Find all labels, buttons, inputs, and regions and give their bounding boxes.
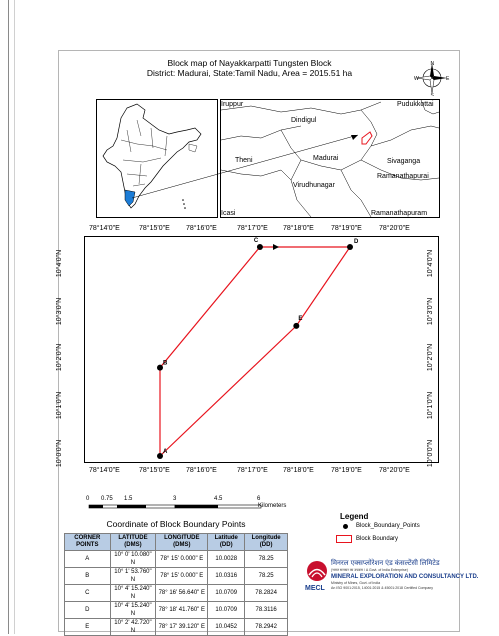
logo-small-line-1: (भारत सरकार का उपक्रम / A Govt. of India Enterprise) <box>331 568 408 572</box>
boundary-point-label-c: C <box>253 238 259 244</box>
district-label-ramanathapuram-1: Ramanathapurai <box>377 173 429 180</box>
bottom-tick-label: 78°14'0"E <box>89 467 120 474</box>
coordinate-table <box>64 533 288 636</box>
table-cell: 78.2824 <box>245 585 288 602</box>
boundary-point-d <box>347 244 353 250</box>
legend-title: Legend <box>340 512 369 521</box>
direction-arrow-icon <box>273 244 279 250</box>
scale-label-2: 1.5 <box>124 496 133 502</box>
block-boundary-polygon <box>160 247 350 456</box>
district-label-ramanathapuram-2: Ramanathapuram <box>371 210 428 217</box>
district-label-tiruppur: Iruppur <box>221 101 244 108</box>
table-cell: 78° 17' 39.120" E <box>156 619 208 636</box>
map-title: Block map of Nayakkarpatti Tungsten Block <box>167 58 332 68</box>
compass-w: W <box>414 76 419 82</box>
right-tick-label: 10°3'0"N <box>427 297 435 326</box>
table-cell: D <box>65 602 111 619</box>
top-tick-label: 78°18'0"E <box>283 225 314 232</box>
boundary-point-label-d: D <box>354 239 359 245</box>
table-cell: 78° 16' 56.640" E <box>156 585 208 602</box>
bottom-tick-label: 78°20'0"E <box>379 467 410 474</box>
logo-small-line-3: An ISO 9001:2015, 14001:2015 & 45001:2018 Certified Company <box>331 586 433 590</box>
table-cell: 78.2942 <box>245 619 288 636</box>
scale-label-0: 0 <box>86 496 90 502</box>
compass-e: E <box>446 76 450 82</box>
left-tick-label: 10°2'0"N <box>56 343 64 372</box>
logo-hindi-name: मिनरल एक्सप्लोरेशन एंड कंसल्टेंसी लिमिटेड <box>331 560 440 567</box>
right-tick-label: 10°0'0"N <box>427 439 435 468</box>
table-cell: 10° 4' 15.240" N <box>110 602 156 619</box>
table-row <box>65 602 288 619</box>
top-tick-label: 78°17'0"E <box>237 225 268 232</box>
legend-boundary-icon <box>336 535 352 543</box>
right-tick-label: 10°1'0"N <box>427 391 435 420</box>
left-tick-label: 10°1'0"N <box>56 391 64 420</box>
table-cell: 78.25 <box>245 568 288 585</box>
bottom-tick-label: 78°17'0"E <box>237 467 268 474</box>
logo-name: MINERAL EXPLORATION AND CONSULTANCY LTD. <box>331 574 479 580</box>
boundary-point-label-a: A <box>163 449 168 455</box>
table-cell: 10° 0' 10.080" N <box>110 551 156 568</box>
district-label-dindigul: Dindigul <box>291 117 317 124</box>
header-corner: CORNER POINTS <box>65 534 111 551</box>
bottom-tick-label: 78°19'0"E <box>331 467 362 474</box>
top-tick-label: 78°16'0"E <box>186 225 217 232</box>
scale-unit: Kilometers <box>258 503 287 509</box>
boundary-point-e <box>293 323 299 329</box>
table-cell: 10.0028 <box>208 551 245 568</box>
table-cell: 10.0709 <box>208 602 245 619</box>
table-cell: C <box>65 585 111 602</box>
table-cell: 78.25 <box>245 551 288 568</box>
header-lon-dd: Longitude (DD) <box>245 534 288 551</box>
boundary-point-c <box>257 244 263 250</box>
legend-item-boundary: Block Boundary <box>356 536 399 542</box>
scale-bar <box>85 494 285 516</box>
table-body <box>65 551 288 636</box>
table-cell: 78.3116 <box>245 602 288 619</box>
table-cell: B <box>65 568 111 585</box>
table-cell: 10.0316 <box>208 568 245 585</box>
table-cell: 10° 2' 42.720" N <box>110 619 156 636</box>
table-cell: 10° 4' 15.240" N <box>110 585 156 602</box>
left-tick-label: 10°0'0"N <box>56 439 64 468</box>
district-label-pudukkottai: Pudukkottai <box>397 101 434 108</box>
logo-small-line-2: Ministry of Mines, Govt. of India <box>331 581 381 585</box>
right-tick-label: 10°2'0"N <box>427 343 435 372</box>
header-lat-dd: Latitude (DD) <box>208 534 245 551</box>
legend-item-points: Block_Boundary_Points <box>356 523 420 529</box>
table-header-row <box>65 534 288 551</box>
table-row <box>65 619 288 636</box>
district-label-theni: Theni <box>235 157 253 164</box>
table-cell: 10° 1' 53.760" N <box>110 568 156 585</box>
table-cell: 78° 15' 0.000" E <box>156 568 208 585</box>
mecl-logo-icon <box>306 560 328 582</box>
bottom-tick-label: 78°16'0"E <box>186 467 217 474</box>
table-cell: 10.0452 <box>208 619 245 636</box>
boundary-point-label-e: E <box>298 315 303 322</box>
table-cell: A <box>65 551 111 568</box>
right-tick-label: 10°4'0"N <box>427 249 435 278</box>
bottom-tick-label: 78°15'0"E <box>139 467 170 474</box>
left-tick-label: 10°4'0"N <box>56 249 64 278</box>
district-label-madurai: Madurai <box>313 155 339 162</box>
district-label-tenkasi: Icasi <box>221 210 236 217</box>
table-caption: Coordinate of Block Boundary Points <box>106 519 246 529</box>
top-tick-label: 78°19'0"E <box>331 225 362 232</box>
left-tick-label: 10°3'0"N <box>56 297 64 326</box>
bottom-tick-label: 78°18'0"E <box>283 467 314 474</box>
legend-point-icon <box>343 524 348 529</box>
compass-s: S <box>430 93 434 96</box>
district-label-sivaganga: Sivaganga <box>387 158 421 165</box>
header-lat-dms: LATITUDE (DMS) <box>110 534 156 551</box>
scale-label-3: 3 <box>173 496 177 502</box>
table-cell: 10.0709 <box>208 585 245 602</box>
scale-label-1: 0.75 <box>101 496 113 502</box>
table-cell: E <box>65 619 111 636</box>
compass-n: N <box>430 61 435 67</box>
table-row <box>65 568 288 585</box>
boundary-points-group <box>157 238 359 459</box>
boundary-point-label-b: B <box>163 360 168 367</box>
table-row <box>65 551 288 568</box>
top-tick-label: 78°20'0"E <box>379 225 410 232</box>
header-lon-dms: LONGITUDE (DMS) <box>156 534 208 551</box>
top-tick-label: 78°14'0"E <box>89 225 120 232</box>
table-cell: 78° 18' 41.760" E <box>156 602 208 619</box>
scale-label-5: 6 <box>257 496 261 502</box>
scale-label-4: 4.5 <box>214 496 223 502</box>
table-row <box>65 585 288 602</box>
logo-abbr: MECL <box>305 585 325 592</box>
map-subtitle: District: Madurai, State:Tamil Nadu, Area = 2015.51 ha <box>146 68 353 78</box>
district-label-virudhunagar: Virudhunagar <box>293 182 335 189</box>
top-tick-label: 78°15'0"E <box>139 225 170 232</box>
table-cell: 78° 15' 0.000" E <box>156 551 208 568</box>
